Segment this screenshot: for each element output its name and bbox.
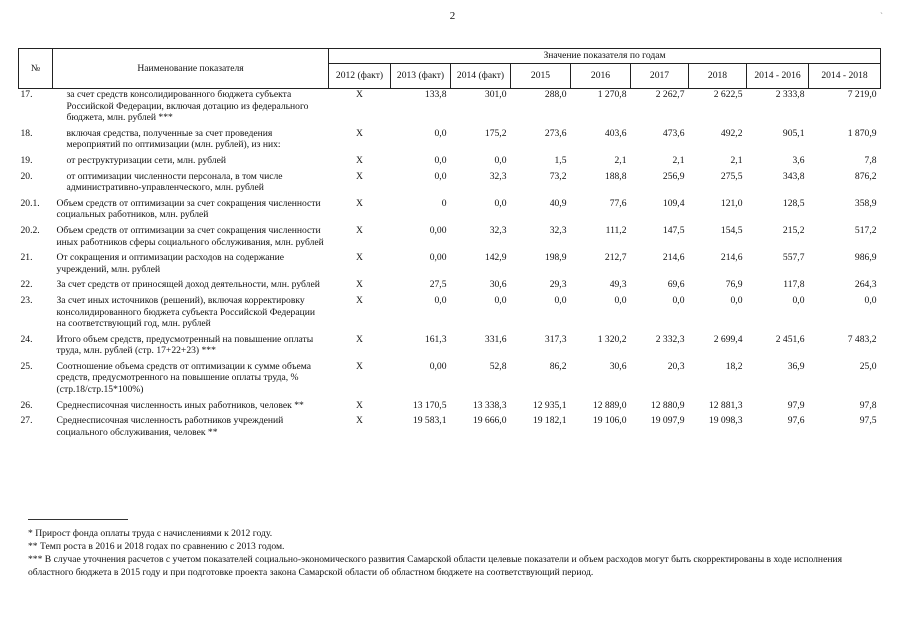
indicator-value: 0,00 — [429, 360, 447, 372]
indicator-value: X — [356, 197, 363, 209]
indicator-value: 142,9 — [484, 252, 507, 264]
indicator-value: X — [356, 170, 363, 182]
header-year: 2014 (факт) — [451, 64, 511, 89]
indicator-value: 12 935,1 — [532, 399, 567, 411]
row-number: 18. — [20, 127, 33, 139]
indicator-value: 2 699,4 — [713, 333, 743, 345]
indicator-value: 358,9 — [854, 197, 877, 209]
indicator-value: 212,7 — [604, 252, 627, 264]
indicator-value: 0,0 — [434, 127, 447, 139]
indicator-value: 331,6 — [484, 333, 507, 345]
indicator-name: Соотношение объема средств от оптимизации к сумме объема средств, предусмотренного на повышение оплаты труда, % (стр.18/стр.15*100%) — [56, 360, 311, 396]
indicator-value: 97,8 — [859, 399, 877, 411]
row-number: 20.1. — [20, 197, 40, 209]
indicator-value: 517,2 — [854, 224, 877, 236]
footnote: * Прирост фонда оплаты труда с начислениями к 2012 году. — [28, 528, 273, 539]
table-row — [19, 361, 881, 400]
header-year: 2015 — [511, 64, 571, 89]
indicator-value: 77,6 — [609, 197, 627, 209]
indicator-value: 1 270,8 — [597, 89, 627, 100]
indicator-value: 121,0 — [720, 197, 743, 209]
indicator-value: 73,2 — [549, 170, 567, 182]
indicator-value: 76,9 — [725, 279, 743, 291]
indicator-value: 109,4 — [662, 197, 685, 209]
header-group: Значение показателя по годам — [329, 49, 881, 64]
indicator-name: Объем средств от оптимизации за счет сокращения численности социальных работников, млн. рублей — [56, 197, 321, 221]
indicator-name: Объем средств от оптимизации за счет сокращения численности иных работников сферы социального обслуживания, млн. рублей — [56, 224, 324, 248]
table-row — [19, 225, 881, 252]
indicator-value: 32,3 — [549, 224, 567, 236]
indicator-value: 403,6 — [604, 127, 627, 139]
indicator-value: 32,3 — [489, 224, 507, 236]
indicator-value: 214,6 — [662, 252, 685, 264]
indicator-value: 52,8 — [489, 360, 507, 372]
scan-speck: ˏ — [880, 4, 883, 14]
indicator-value: 7,8 — [864, 154, 877, 166]
header-no: № — [19, 49, 53, 89]
indicator-value: 111,2 — [605, 224, 627, 236]
indicator-value: 0,00 — [429, 252, 447, 264]
indicator-value: 343,8 — [782, 170, 805, 182]
indicator-value: 29,3 — [549, 279, 567, 291]
indicator-value: X — [356, 415, 363, 427]
indicator-value: X — [356, 252, 363, 264]
indicator-value: 2,1 — [614, 154, 627, 166]
header-year: 2016 — [571, 64, 631, 89]
indicator-value: 214,6 — [720, 252, 743, 264]
header-year: 2014 - 2016 — [747, 64, 809, 89]
indicator-value: 161,3 — [424, 333, 447, 345]
indicator-value: 32,3 — [489, 170, 507, 182]
indicator-value: 256,9 — [662, 170, 685, 182]
indicator-value: 0,0 — [434, 154, 447, 166]
indicator-value: 473,6 — [662, 127, 685, 139]
indicator-value: 0,0 — [494, 154, 507, 166]
indicator-value: 0,0 — [672, 294, 685, 306]
indicator-name: Среднесписочная численность иных работников, человек ** — [56, 399, 304, 411]
indicator-value: 0 — [441, 197, 447, 209]
indicator-value: 36,9 — [787, 360, 805, 372]
indicator-value: 198,9 — [544, 252, 567, 264]
indicator-value: 317,3 — [544, 333, 567, 345]
table-row — [19, 171, 881, 198]
indicator-value: 69,6 — [667, 279, 685, 291]
row-number: 25. — [20, 360, 33, 372]
indicator-name: включая средства, полученные за счет проведения мероприятий по оптимизации (млн. рублей), из них: — [66, 127, 281, 151]
indicator-value: 0,0 — [554, 294, 567, 306]
indicator-value: X — [356, 399, 363, 411]
indicator-value: 25,0 — [859, 360, 877, 372]
indicator-value: X — [356, 127, 363, 139]
row-number: 20. — [20, 170, 33, 182]
indicator-value: 0,0 — [434, 170, 447, 182]
indicator-value: 0,0 — [434, 294, 447, 306]
indicator-value: 7 219,0 — [847, 89, 877, 100]
row-number: 24. — [20, 333, 33, 345]
row-number: 20.2. — [20, 224, 40, 236]
table-row — [19, 198, 881, 225]
table-body — [19, 89, 881, 443]
table-row — [19, 279, 881, 295]
indicator-value: 3,6 — [792, 154, 805, 166]
indicator-value: 19 098,3 — [708, 415, 743, 427]
row-number: 17. — [20, 89, 33, 100]
indicator-value: 154,5 — [720, 224, 743, 236]
indicator-value: X — [356, 279, 363, 291]
indicator-value: 2,1 — [730, 154, 743, 166]
indicator-name: от реструктуризации сети, млн. рублей — [66, 154, 226, 166]
row-number: 23. — [20, 294, 33, 306]
indicator-name: от оптимизации численности персонала, в том числе административно-управленческого, млн. рублей — [66, 170, 283, 194]
indicator-name: за счет средств консолидированного бюджета субъекта Российской Федерации, включая дотацию из федерального бюджета, млн. рублей *** — [66, 89, 309, 124]
indicator-name: Итого объем средств, предусмотренный на повышение оплаты труда, млн. рублей (стр. 17+22+23) *** — [56, 333, 314, 357]
indicator-value: 147,5 — [662, 224, 685, 236]
header-year: 2012 (факт) — [329, 64, 391, 89]
indicator-value: 2 262,7 — [655, 89, 685, 100]
indicator-value: 275,5 — [720, 170, 743, 182]
indicator-value: 273,6 — [544, 127, 567, 139]
page-number: 2 — [449, 10, 456, 22]
table-header — [19, 49, 881, 89]
indicator-value: 49,3 — [609, 279, 627, 291]
header-year: 2014 - 2018 — [809, 64, 881, 89]
indicator-value: 215,2 — [782, 224, 805, 236]
indicator-value: 97,9 — [787, 399, 805, 411]
indicator-value: 86,2 — [549, 360, 567, 372]
footnote: ** Темп роста в 2016 и 2018 годах по сравнению с 2013 годом. — [28, 541, 285, 552]
indicator-value: 1,5 — [554, 154, 567, 166]
indicator-value: 27,5 — [429, 279, 447, 291]
indicator-name: От сокращения и оптимизации расходов на содержание учреждений, млн. рублей — [56, 252, 285, 275]
indicator-name: Среднесписочная численность работников учреждений социального обслуживания, человек ** — [56, 415, 284, 438]
indicator-value: 0,0 — [494, 197, 507, 209]
indicator-value: 128,5 — [782, 197, 805, 209]
indicator-value: 2 332,3 — [655, 333, 685, 345]
indicator-value: X — [356, 333, 363, 345]
table-row — [19, 155, 881, 171]
indicator-value: X — [356, 360, 363, 372]
indicator-value: 19 106,0 — [592, 415, 627, 427]
indicator-value: X — [356, 154, 363, 166]
indicator-value: X — [356, 89, 363, 100]
indicator-value: X — [356, 224, 363, 236]
indicator-value: 0,0 — [730, 294, 743, 306]
indicator-value: 18,2 — [725, 360, 743, 372]
indicator-value: 117,8 — [783, 279, 805, 291]
indicator-value: 0,0 — [614, 294, 627, 306]
header-year: 2018 — [689, 64, 747, 89]
indicator-value: 13 338,3 — [472, 399, 507, 411]
indicator-value: X — [356, 294, 363, 306]
footnotes — [28, 527, 868, 579]
header-name: Наименование показателя — [53, 49, 329, 89]
indicator-value: 19 666,0 — [472, 415, 507, 427]
indicator-value: 175,2 — [484, 127, 507, 139]
table-row — [19, 295, 881, 334]
table-row — [19, 128, 881, 155]
indicator-value: 12 881,3 — [708, 399, 743, 411]
footnote: *** В случае уточнения расчетов с учетом показателей социально-экономического развития Самарской области целевые показатели и объем расходов могут быть скорректированы в ходе исполнения областного бюджета в 2015 году и при подготовке проекта закона Самарской области об областном бюджете на соответствующий период. — [28, 554, 843, 578]
indicator-name: За счет средств от приносящей доход деятельности, млн. рублей — [56, 279, 320, 291]
indicator-value: 905,1 — [782, 127, 805, 139]
indicator-value: 492,2 — [720, 127, 743, 139]
indicator-value: 301,0 — [484, 89, 507, 100]
indicator-value: 2 451,6 — [775, 333, 805, 345]
indicator-value: 2,1 — [672, 154, 685, 166]
table-row — [19, 334, 881, 361]
indicator-value: 288,0 — [544, 89, 567, 100]
indicator-value: 20,3 — [667, 360, 685, 372]
indicator-value: 19 097,9 — [650, 415, 685, 427]
indicator-value: 97,6 — [787, 415, 805, 427]
indicator-value: 19 182,1 — [532, 415, 567, 427]
footnote-separator — [28, 519, 128, 520]
indicator-value: 264,3 — [854, 279, 877, 291]
indicator-value: 188,8 — [604, 170, 627, 182]
indicator-value: 0,0 — [792, 294, 805, 306]
indicator-value: 40,9 — [549, 197, 567, 209]
indicator-value: 0,0 — [494, 294, 507, 306]
indicator-value: 19 583,1 — [412, 415, 447, 427]
table-row — [19, 415, 881, 442]
indicators-table — [18, 48, 881, 442]
indicator-value: 133,8 — [424, 89, 447, 100]
indicator-value: 0,0 — [864, 294, 877, 306]
indicator-value: 1 870,9 — [847, 127, 877, 139]
indicator-value: 30,6 — [489, 279, 507, 291]
table-row — [19, 400, 881, 416]
table-row — [19, 89, 881, 128]
row-number: 19. — [20, 154, 33, 166]
indicator-value: 876,2 — [854, 170, 877, 182]
indicator-value: 986,9 — [854, 252, 877, 264]
indicator-value: 2 622,5 — [713, 89, 743, 100]
indicator-value: 30,6 — [609, 360, 627, 372]
indicator-value: 1 320,2 — [597, 333, 627, 345]
indicator-value: 2 333,8 — [775, 89, 805, 100]
indicator-value: 12 880,9 — [650, 399, 685, 411]
indicator-value: 13 170,5 — [412, 399, 447, 411]
row-number: 21. — [20, 252, 33, 264]
indicator-value: 97,5 — [859, 415, 877, 427]
row-number: 26. — [20, 399, 33, 411]
table-row — [19, 252, 881, 279]
indicator-value: 0,00 — [429, 224, 447, 236]
header-year: 2013 (факт) — [391, 64, 451, 89]
header-year: 2017 — [631, 64, 689, 89]
row-number: 27. — [20, 415, 33, 427]
row-number: 22. — [20, 279, 33, 291]
indicator-value: 12 889,0 — [592, 399, 627, 411]
indicator-value: 557,7 — [782, 252, 805, 264]
indicator-name: За счет иных источников (решений), включая корректировку консолидированного бюджета субъекта Российской Федерации на соответствующий год, млн. рублей — [56, 294, 316, 330]
indicator-value: 7 483,2 — [847, 333, 877, 345]
